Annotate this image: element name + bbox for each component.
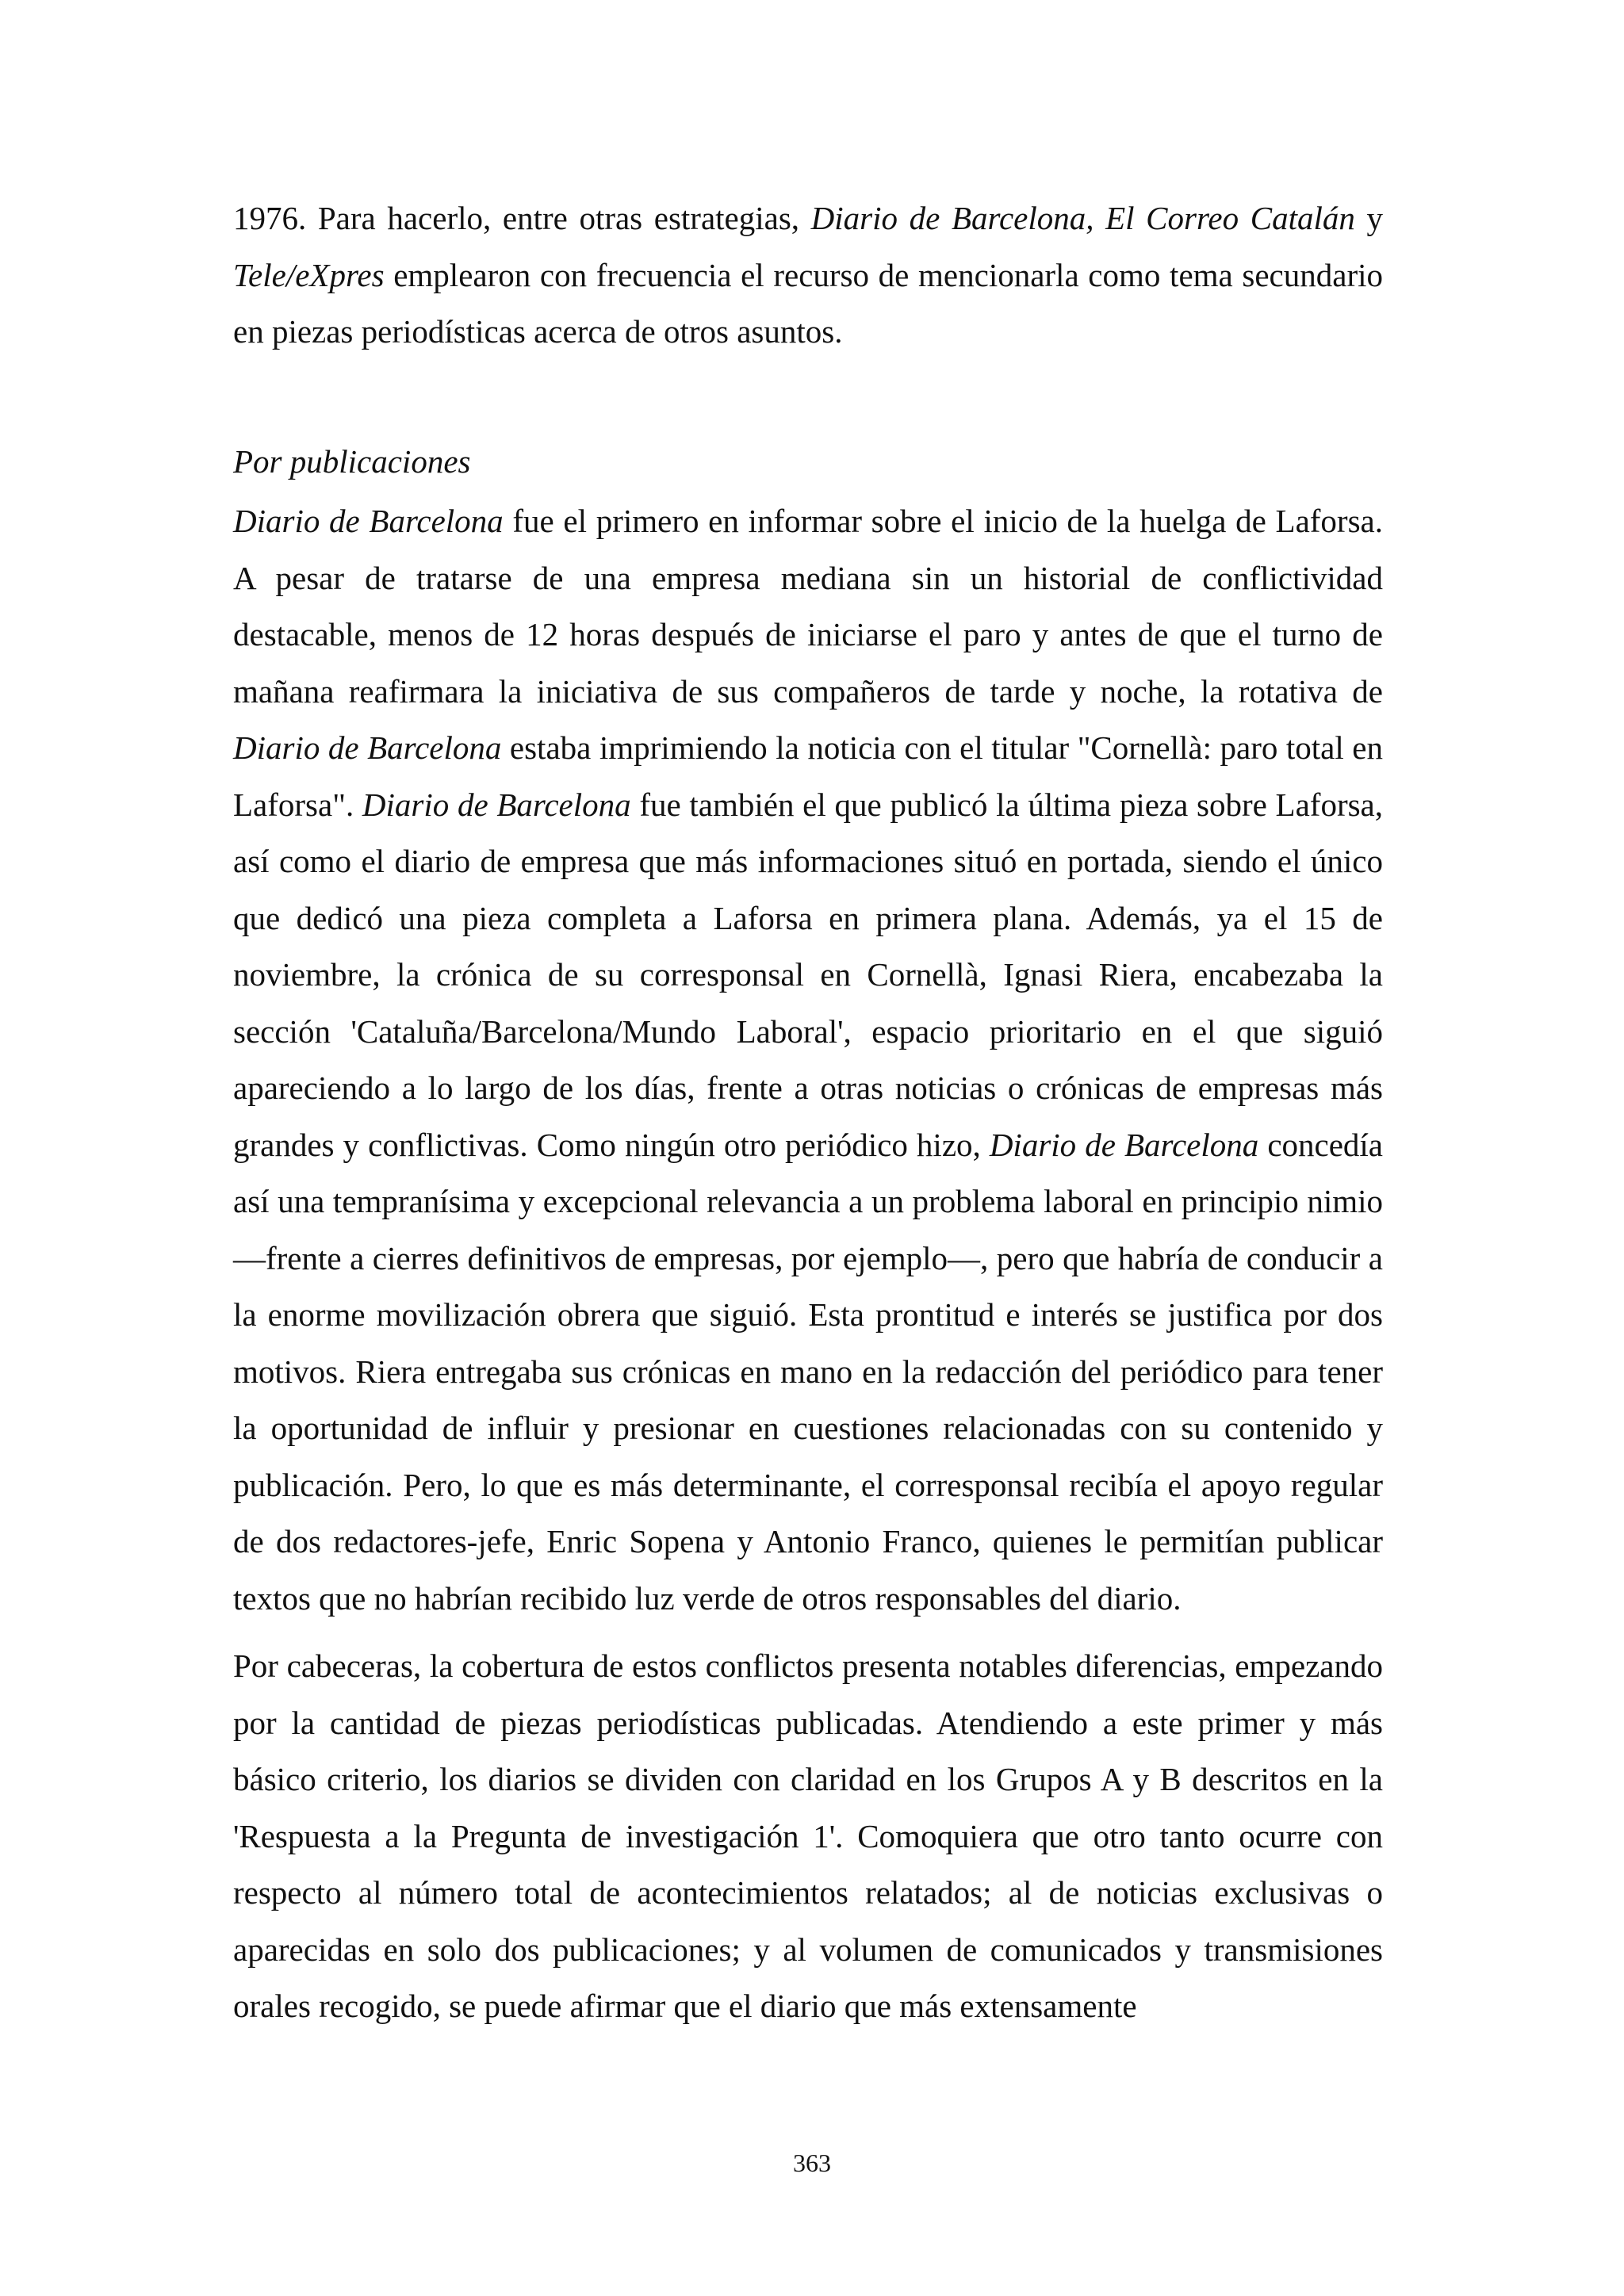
text-run: Por cabeceras, la cobertura de estos conflictos presenta notables diferencias, empezando por la cantidad de piezas periodísticas publicadas. Atendiendo a este primer y más básico criterio, los diarios se dividen con claridad en los Grupos A y B descritos en la 'Respuesta a la Pregunta de investigación 1'. Comoquiera que otro tanto ocurre con respecto al número total de acontecimientos relatados; al de noticias exclusivas o aparecidas en solo dos publicaciones; y al volumen de comunicados y transmisiones orales recogido, se puede afirmar que el diario que más extensamente xyxy=(233,1647,1383,2024)
section-subheading: Por publicaciones xyxy=(233,442,471,480)
text-run: y xyxy=(1354,200,1384,236)
italic-run: Diario de Barcelona xyxy=(233,729,502,766)
page-number: 363 xyxy=(793,2149,831,2177)
italic-run: Diario de Barcelona xyxy=(362,786,631,823)
text-run: fue también el que publicó la última pieza sobre Laforsa, así como el diario de empresa que más informaciones situó en portada, siendo el único que dedicó una pieza completa a Laforsa en primera plana. Además, ya el 15 de noviembre, la crónica de su corresponsal en Cornellà, Ignasi Riera, encabezaba la sección 'Cataluña/Barcelona/Mundo Laboral', espacio prioritario en el que siguió apareciendo a lo largo de los días, frente a otras noticias o crónicas de empresas más grandes y conflictivas. Como ningún otro periódico hizo, xyxy=(233,786,1384,1163)
italic-run: Diario de Barcelona xyxy=(233,503,504,539)
italic-run: Diario de Barcelona, El Correo Catalán xyxy=(810,200,1355,236)
text-run: concedía así una tempranísima y excepcional relevancia a un problema laboral en principio nimio —frente a cierres definitivos de empresas, por ejemplo—, pero que habría de conducir a la enorme movilización obrera que siguió. Esta prontitud e interés se justifica por dos motivos. Riera entregaba sus crónicas en mano en la redacción del periódico para tener la oportunidad de influir y presionar en cuestiones relacionadas con su contenido y publicación. Pero, lo que es más determinante, el corresponsal recibía el apoyo regular de dos redactores-jefe, Enric Sopena y Antonio Franco, quienes le permitían publicar textos que no habrían recibido luz verde de otros responsables del diario. xyxy=(233,1126,1384,1617)
text-run: 1976. Para hacerlo, entre otras estrategias, xyxy=(233,200,811,236)
italic-run: Tele/eXpres xyxy=(233,256,385,293)
italic-run: Diario de Barcelona xyxy=(989,1126,1259,1163)
text-run: emplearon con frecuencia el recurso de mencionarla como tema secundario en piezas periodísticas acerca de otros asuntos. xyxy=(233,256,1383,350)
paragraph xyxy=(233,1638,1383,2035)
paragraph xyxy=(233,493,1383,1627)
text-run: estaba imprimiendo la noticia con el titular "Cornellà: paro total en Laforsa". xyxy=(233,729,1383,823)
body-text xyxy=(233,190,1383,2035)
text-run: fue el primero en informar sobre el inicio de la huelga de Laforsa. A pesar de tratarse de una empresa mediana sin un historial de conflictividad destacable, menos de 12 horas después de iniciarse el paro y antes de que el turno de mañana reafirmara la iniciativa de sus compañeros de tarde y noche, la rotativa de xyxy=(233,503,1383,710)
paragraph xyxy=(233,190,1383,361)
